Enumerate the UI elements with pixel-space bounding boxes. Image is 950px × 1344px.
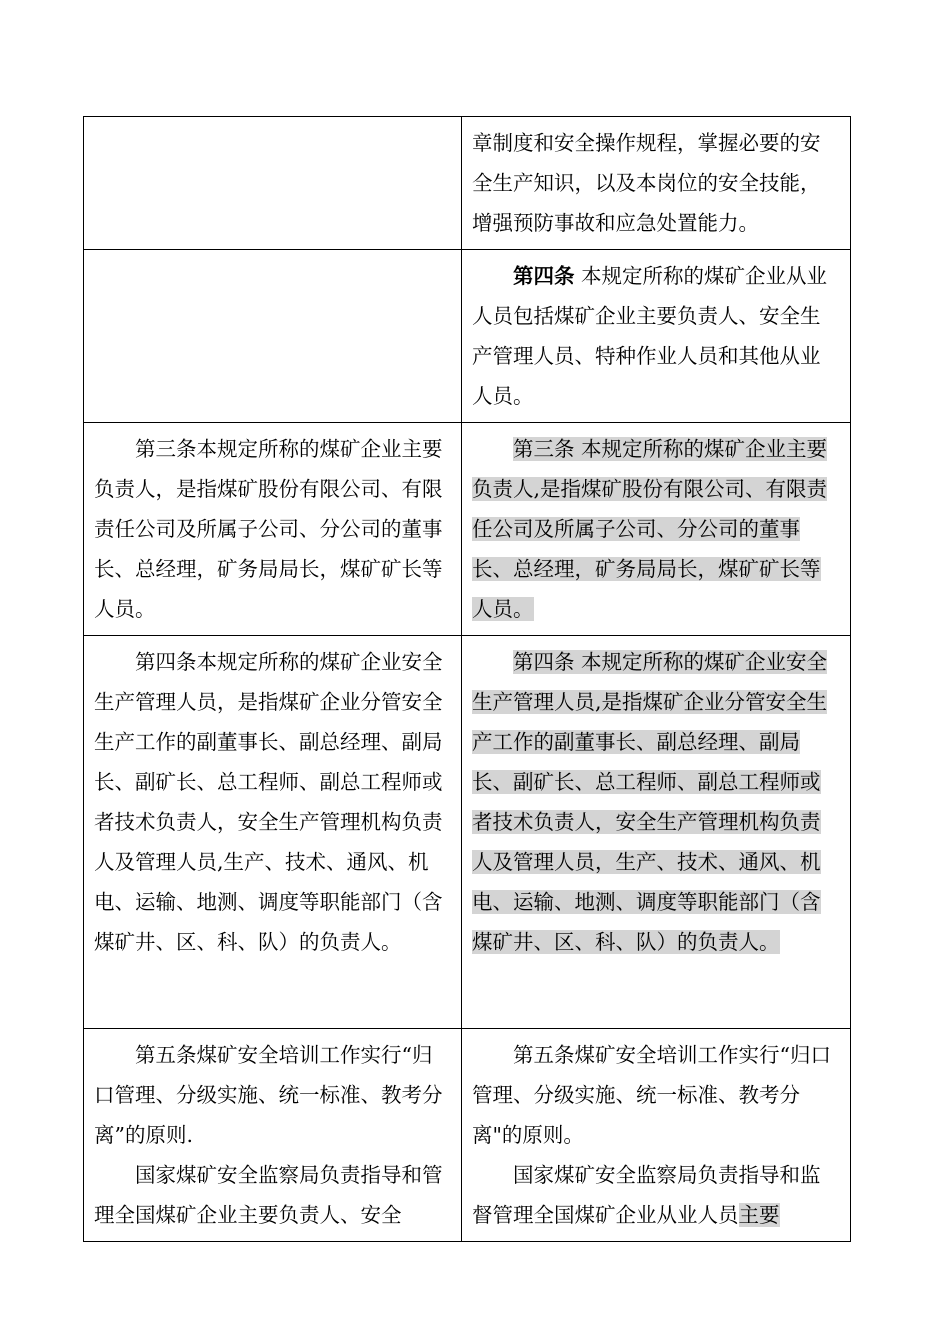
- table-row: [84, 1029, 851, 1242]
- article-text: 本规定所称的煤矿企业从业人员包括煤矿企业主要负责人、安全生产管理人员、特种作业人员和其他从业人员。: [472, 264, 828, 408]
- table-row: [84, 117, 851, 250]
- text-run: 管理全国煤矿企业: [492, 1203, 657, 1227]
- right-cell: [462, 117, 851, 250]
- paragraph: 第五条煤矿安全培训工作实行“归口管理、分级实施、统一标准、教考分离”的原则.: [94, 1043, 443, 1147]
- comparison-table: [83, 116, 851, 1242]
- article-number: 第四条: [513, 264, 575, 288]
- table-row: [84, 423, 851, 636]
- highlighted-text: 第四条 本规定所称的煤矿企业安全生产管理人员,是指煤矿企业分管安全生产工作的副董事长、副总经理、副局长、副矿长、总工程师、副总工程师或者技术负责人，安全生产管理机构负责人及管理人员，生产、技术、通风、机电、运输、地测、调度等职能部门（含煤矿井、区、科、队）的负责人。: [472, 650, 828, 954]
- left-cell: [84, 423, 462, 636]
- left-cell: [84, 117, 462, 250]
- paragraph: 第四条本规定所称的煤矿企业安全生产管理人员，是指煤矿企业分管安全生产工作的副董事长、副总经理、副局长、副矿长、总工程师、副总工程师或者技术负责人，安全生产管理机构负责人及管理人员,生产、技术、通风、机电、运输、地测、调度等职能部门（含煤矿井、区、科、队）的负责人。: [94, 650, 443, 954]
- right-cell: [462, 250, 851, 423]
- table-row: [84, 636, 851, 1029]
- left-cell: [84, 250, 462, 423]
- paragraph: [472, 256, 840, 416]
- highlighted-text: 第三条 本规定所称的煤矿企业主要负责人,是指煤矿股份有限公司、有限责任公司及所属子公司、分公司的董事长、总经理，矿务局局长，煤矿矿长等人员。: [472, 437, 828, 621]
- paragraph: 第三条本规定所称的煤矿企业主要负责人，是指煤矿股份有限公司、有限责任公司及所属子公司、分公司的董事长、总经理，矿务局局长，煤矿矿长等人员。: [94, 437, 443, 621]
- right-cell: [462, 1029, 851, 1242]
- inserted-text: 监督: [472, 1163, 821, 1227]
- table-row: [84, 250, 851, 423]
- paragraph: 第五条煤矿安全培训工作实行“归口管理、分级实施、统一标准、教考分离"的原则。: [472, 1043, 831, 1147]
- inserted-text: 从业人员: [656, 1203, 739, 1227]
- highlighted-text: 主要: [738, 1203, 780, 1227]
- paragraph: 章制度和安全操作规程，掌握必要的安全生产知识，以及本岗位的安全技能，增强预防事故和应急处置能力。: [472, 131, 821, 235]
- paragraph: 国家煤矿安全监察局负责指导和管理全国煤矿企业主要负责人、安全: [94, 1163, 443, 1227]
- paragraph: [472, 642, 840, 962]
- left-cell: [84, 636, 462, 1029]
- paragraph: [472, 1155, 840, 1235]
- text-run: 国家煤矿安全监察局负责指导和: [513, 1163, 800, 1187]
- right-cell: [462, 636, 851, 1029]
- left-cell: [84, 1029, 462, 1242]
- paragraph: [472, 429, 840, 629]
- right-cell: [462, 423, 851, 636]
